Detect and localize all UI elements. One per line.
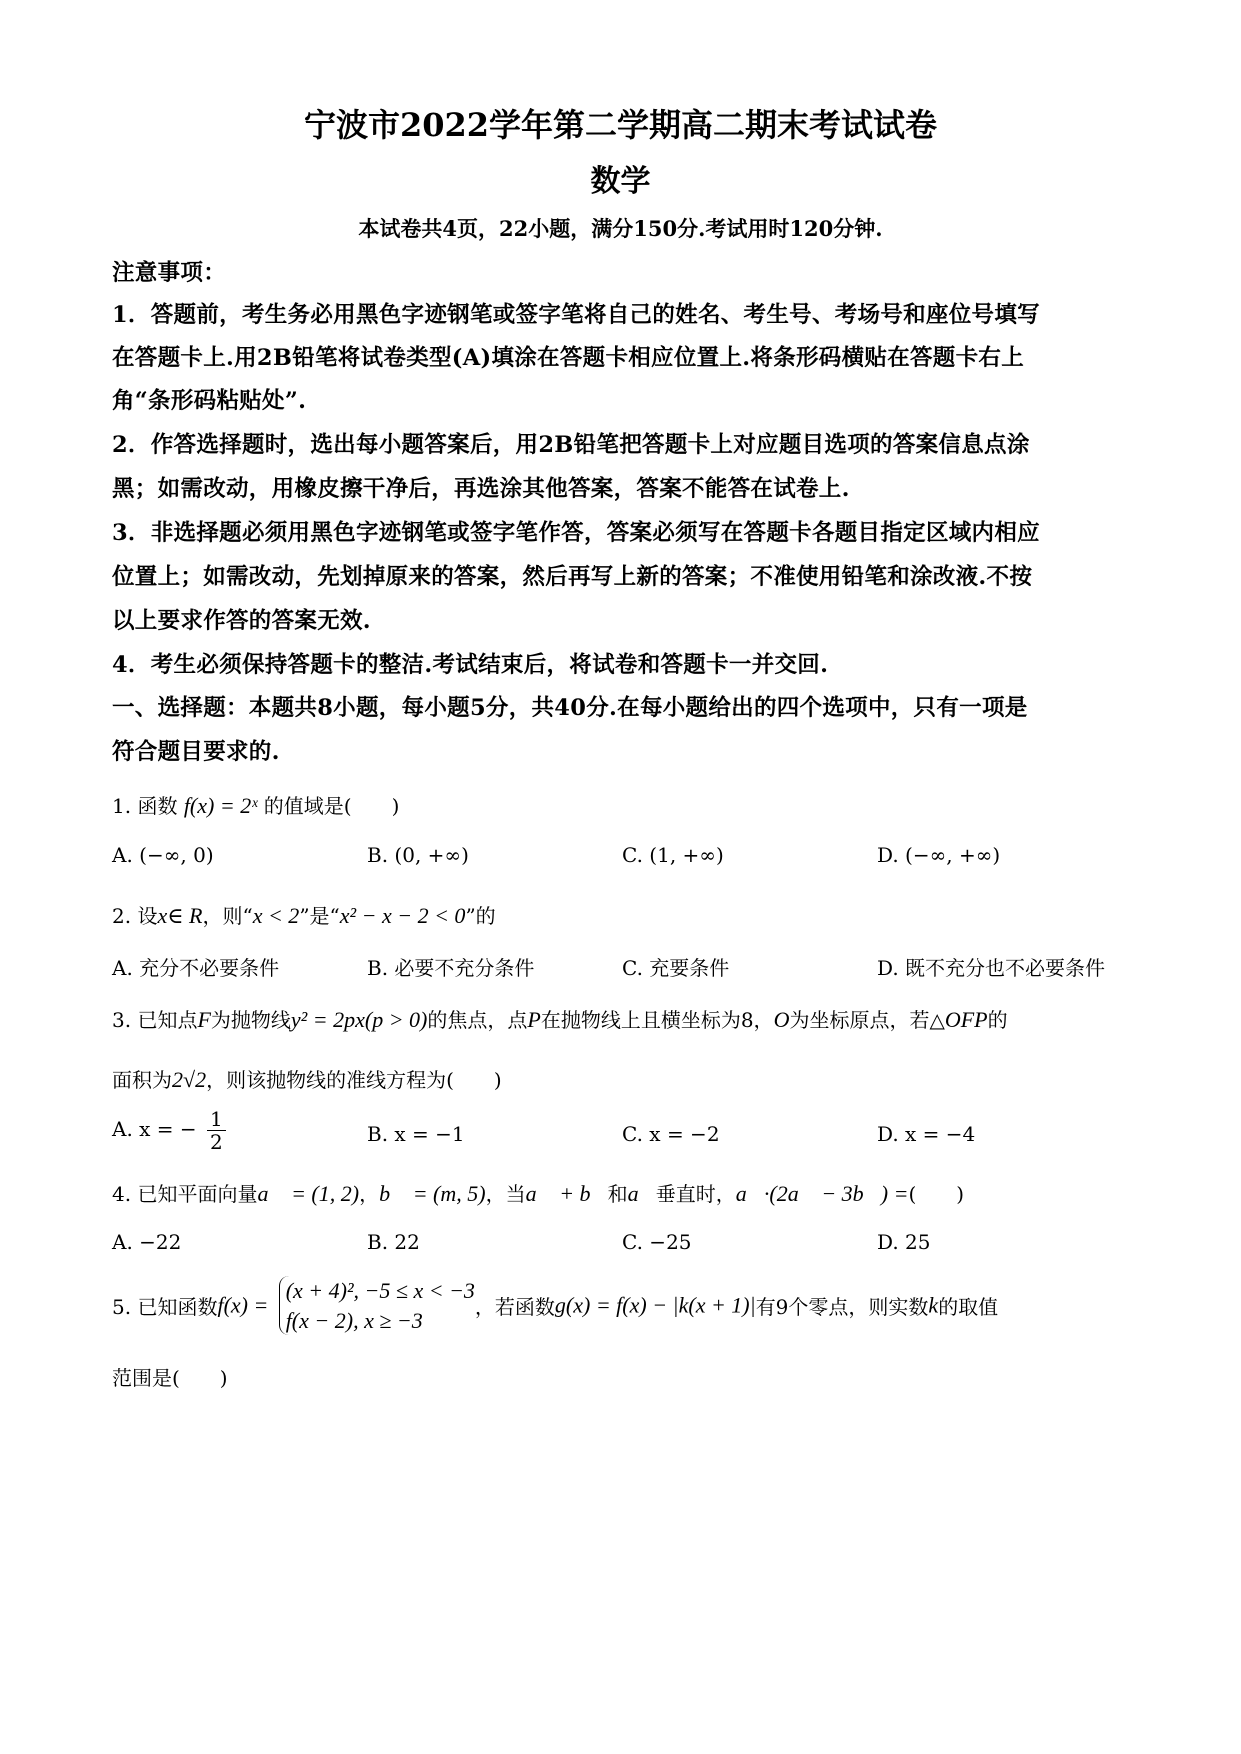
option-c: C. −25: [622, 1230, 692, 1254]
option-c: C. x = −2: [622, 1122, 720, 1146]
question-text: ，: [359, 1182, 380, 1206]
option-b: B. 必要不充分条件: [367, 956, 535, 980]
question-text: 1. 函数: [112, 794, 178, 818]
section-heading: 一、选择题：本题共8小题，每小题5分，共40分.在每小题给出的四个选项中，只有一项是: [112, 695, 1028, 721]
piecewise-case: (x + 4)², −5 ≤ x < −3: [285, 1278, 475, 1303]
option-a: A. −22: [112, 1230, 182, 1254]
question-4: [112, 1178, 1131, 1207]
question-text: 在抛物线上且横坐标为8，: [540, 1008, 774, 1032]
question-text: 的焦点，点: [427, 1008, 528, 1032]
math-expression: P: [527, 1007, 541, 1032]
piecewise-case: f(x − 2), x ≥ −3: [285, 1307, 423, 1333]
exam-info: 本试卷共4页，22小题，满分150分.考试用时120分钟.: [358, 216, 883, 241]
question-text: 的取值: [938, 1295, 999, 1320]
option-d: D. (−∞, +∞): [877, 843, 1001, 867]
math-expression: a⃗ + b⃗: [525, 1181, 608, 1206]
piecewise-definition: [279, 1276, 475, 1335]
question-text: 2. 设: [112, 904, 158, 928]
option-d: D. 25: [877, 1230, 931, 1254]
math-expression: k: [928, 1292, 939, 1318]
notice-heading: 注意事项：: [112, 260, 227, 286]
math-expression: y² = 2px(p > 0): [290, 1007, 428, 1032]
option-text: A. x = −: [112, 1117, 197, 1141]
fraction: [207, 1108, 226, 1153]
exam-subject: 数学: [590, 164, 651, 199]
question-text: ( ): [908, 1182, 965, 1206]
math-expression: a⃗·(2a⃗ − 3b⃗) =: [735, 1181, 909, 1206]
math-expression: f(x) =: [217, 1292, 269, 1318]
question-text: 的值域是( ): [263, 794, 400, 818]
question-text: ，当: [485, 1182, 526, 1206]
question-text: ，若函数: [474, 1295, 555, 1320]
math-expression: a⃗: [627, 1181, 656, 1206]
question-text: 有9个零点，则实数: [755, 1295, 929, 1320]
math-expression: O: [773, 1007, 790, 1032]
option-c: C. (1, +∞): [622, 843, 724, 867]
option-b: B. x = −1: [367, 1122, 465, 1146]
question-text: 和: [607, 1182, 628, 1206]
question-text: ，则“: [202, 904, 253, 928]
notice-line: 4．考生必须保持答题卡的整洁.考试结束后，将试卷和答题卡一并交回.: [112, 652, 829, 678]
option-c: C. 充要条件: [622, 956, 730, 980]
question-text: 3. 已知点: [112, 1008, 198, 1032]
option-b: B. (0, +∞): [367, 843, 469, 867]
option-a: A. 充分不必要条件: [112, 956, 280, 980]
notice-line: 位置上；如需改动，先划掉原来的答案，然后再写上新的答案；不准使用铅笔和涂改液.不按: [112, 564, 1033, 590]
question-2: [112, 900, 1131, 929]
notice-line: 在答题卡上.用2B铅笔将试卷类型(A)填涂在答题卡相应位置上.将条形码横贴在答题卡右上: [112, 345, 1024, 371]
question-text: 的: [987, 1008, 1008, 1032]
math-expression: x∈ R: [157, 903, 203, 928]
question-text: 面积为: [112, 1068, 172, 1092]
math-expression: OFP: [944, 1007, 988, 1032]
question-text: 4. 已知平面向量: [112, 1182, 258, 1206]
option-d: D. x = −4: [877, 1122, 976, 1146]
notice-line: 3．非选择题必须用黑色字迹钢笔或签字笔作答，答案必须写在答题卡各题目指定区域内相应: [112, 520, 1040, 546]
question-text: 为坐标原点，若△: [789, 1008, 945, 1032]
question-text: 垂直时，: [655, 1182, 736, 1206]
math-expression: a⃗ = (1, 2): [257, 1181, 360, 1206]
math-expression: g(x) = f(x) − |k(x + 1)|: [554, 1292, 756, 1318]
option-d: D. 既不充分也不必要条件: [877, 956, 1106, 980]
question-5-cont: 范围是( ): [112, 1366, 228, 1390]
fraction-numerator: 1: [207, 1108, 226, 1131]
question-text: ”是“: [299, 904, 340, 928]
option-a: A. (−∞, 0): [112, 843, 214, 867]
question-3-cont: [112, 1064, 1131, 1093]
math-expression: 2√2: [172, 1067, 207, 1092]
question-3: [112, 1004, 1131, 1033]
notice-line: 角“条形码粘贴处”.: [112, 388, 307, 414]
option-a: [112, 1108, 226, 1153]
notice-line: 黑；如需改动，用橡皮擦干净后，再选涂其他答案，答案不能答在试卷上.: [112, 476, 850, 502]
notice-line: 1．答题前，考生务必用黑色字迹钢笔或签字笔将自己的姓名、考生号、考场号和座位号填写: [112, 302, 1040, 328]
question-text: 为抛物线: [210, 1008, 291, 1032]
math-expression: b⃗ = (m, 5): [379, 1181, 486, 1206]
option-b: B. 22: [367, 1230, 420, 1254]
question-1: [112, 790, 1131, 819]
math-expression: x < 2: [252, 903, 300, 928]
exam-title: 宁波市2022学年第二学期高二期末考试试卷: [303, 106, 938, 144]
question-text: ”的: [465, 904, 496, 928]
question-text: ，则该抛物线的准线方程为( ): [206, 1068, 502, 1092]
math-expression: x² − x − 2 < 0: [339, 903, 466, 928]
question-5: [112, 1276, 1131, 1335]
math-expression: f(x) = 2ˣ: [183, 793, 258, 818]
section-heading-cont: 符合题目要求的.: [112, 739, 280, 765]
notice-line: 2．作答选择题时，选出每小题答案后，用2B铅笔把答题卡上对应题目选项的答案信息点涂: [112, 432, 1030, 458]
fraction-denominator: 2: [210, 1130, 223, 1154]
question-text: 5. 已知函数: [112, 1295, 218, 1320]
math-expression: F: [197, 1007, 211, 1032]
notice-line: 以上要求作答的答案无效.: [112, 608, 371, 634]
